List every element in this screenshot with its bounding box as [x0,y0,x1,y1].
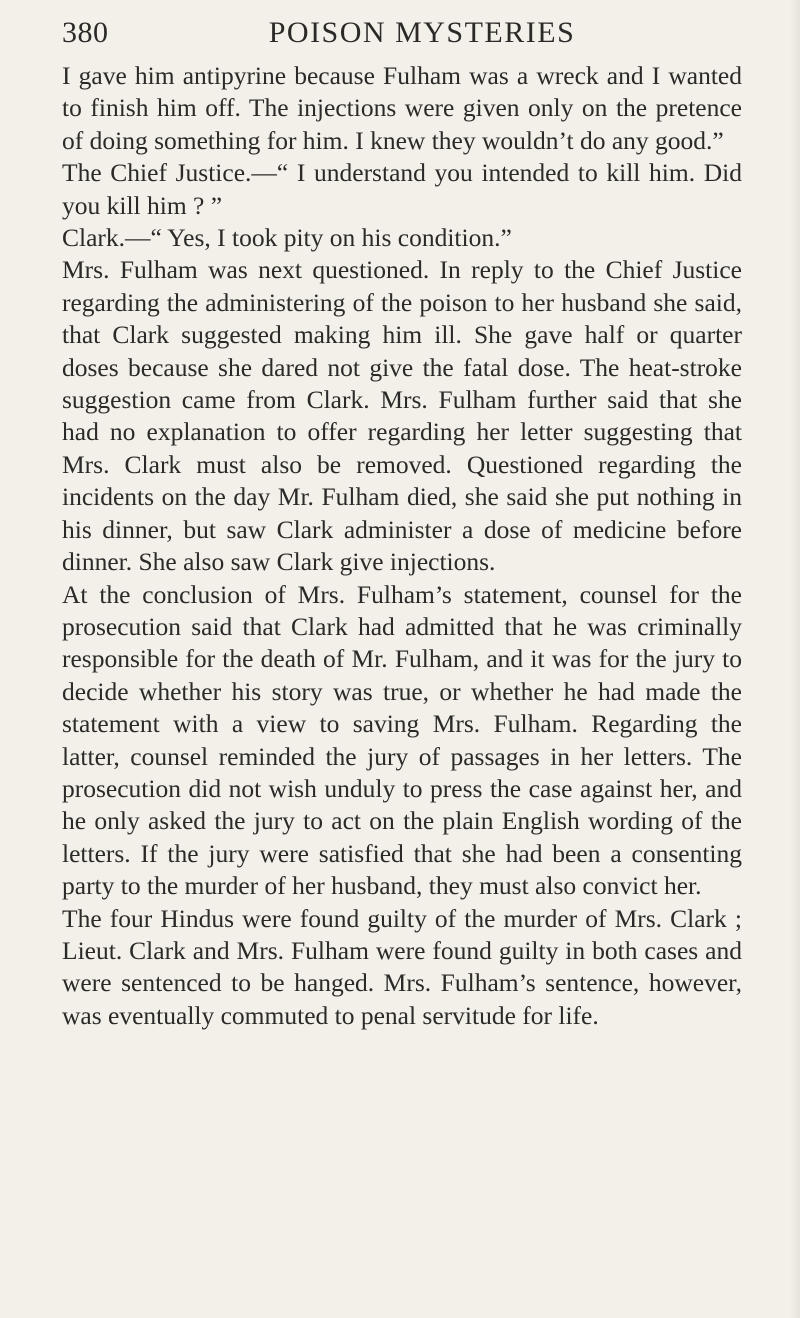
paragraph: Clark.—“ Yes, I took pity on his condition.” [62,223,512,253]
paragraph: Mrs. Fulham was next questioned. In reply to the Chief Justice regarding the administering of the poison to her husband she said, that Clark suggested making him ill. She gave half or quarter doses because she dared not give the fatal dose. The heat-stroke suggestion came from Clark. Mrs. Fulham further said that she had no explanation to offer regarding her letter suggesting that Mrs. Clark must also be removed. Questioned regarding the incidents on the day Mr. Fulham died, she said she put nothing in his dinner, but saw Clark administer a dose of medicine before dinner. She also saw Clark give injections. [62,255,742,577]
paragraph: The Chief Justice.—“ I understand you intended to kill him. Did you kill him ? ” [62,158,742,220]
body-text [62,60,742,1032]
page-edge-shadow [790,0,800,1318]
running-title: POISON MYSTERIES [268,16,576,49]
page-number: 380 [62,16,109,49]
paragraph: I gave him antipyrine because Fulham was a wreck and I wanted to finish him off. The injections were given only on the pretence of doing something for him. I knew they wouldn’t do any good.” [62,61,742,155]
running-head [62,16,742,56]
paragraph: At the conclusion of Mrs. Fulham’s statement, counsel for the prosecution said that Clark had admitted that he was criminally responsible for the death of Mr. Fulham, and it was for the jury to decide whether his story was true, or whether he had made the statement with a view to saving Mrs. Fulham. Regarding the latter, counsel reminded the jury of passages in her letters. The prosecution did not wish unduly to press the case against her, and he only asked the jury to act on the plain English wording of the letters. If the jury were satisfied that she had been a consenting party to the murder of her husband, they must also convict her. [62,579,742,901]
paragraph: The four Hindus were found guilty of the murder of Mrs. Clark ; Lieut. Clark and Mrs. Fulham were found guilty in both cases and were sentenced to be hanged. Mrs. Fulham’s sentence, however, was eventually commuted to penal servitude for life. [62,903,742,1030]
